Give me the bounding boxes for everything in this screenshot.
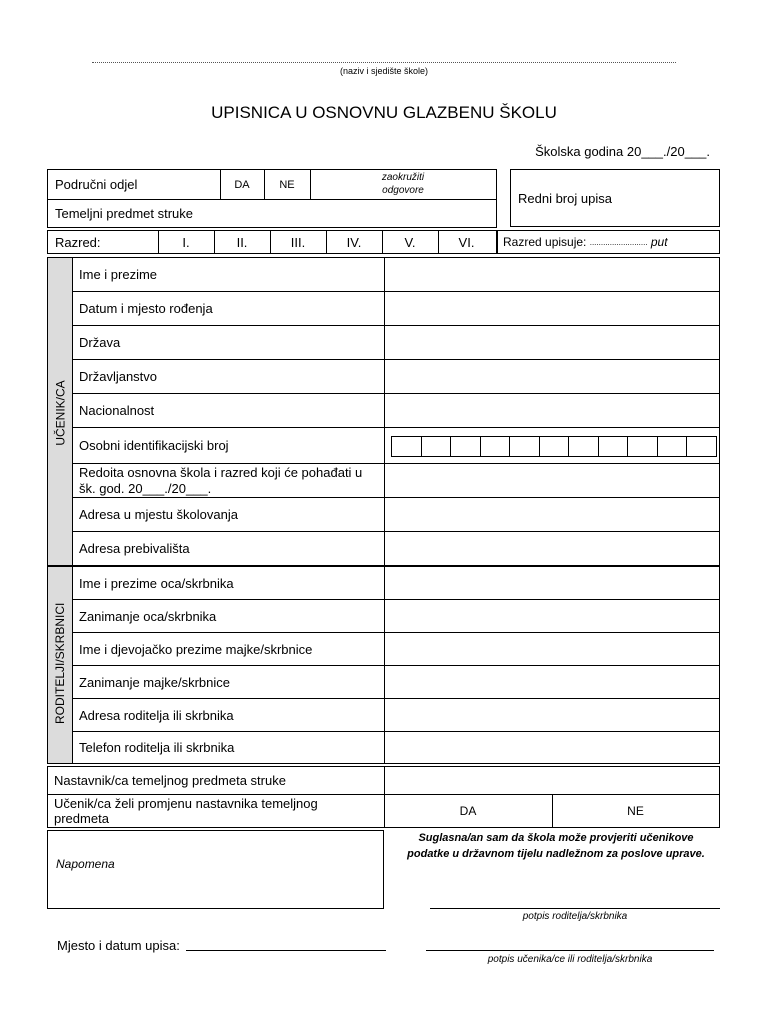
grade-option-1[interactable]: I.	[182, 234, 190, 250]
student-side-label: UČENIK/CA	[53, 380, 68, 446]
parent-row-mother-name[interactable]: Ime i djevojačko prezime majke/skrbnice	[73, 633, 719, 666]
department-da-option[interactable]: DA	[234, 178, 250, 191]
main-subject-label: Temeljni predmet struke	[55, 206, 193, 221]
student-row-country[interactable]: Država	[73, 326, 719, 360]
parents-section	[47, 566, 720, 764]
teacher-change-da[interactable]: DA	[459, 804, 477, 818]
department-label: Područni odjel	[55, 177, 138, 192]
circle-answers-note: zaokružiti odgovore	[381, 172, 425, 196]
department-ne-option[interactable]: NE	[279, 178, 295, 191]
enrollment-number-box[interactable]	[510, 169, 720, 227]
grade-row	[47, 230, 497, 254]
parent-signature-caption: potpis roditelja/skrbnika	[522, 911, 628, 922]
grade-enrolls-label: Razred upisuje:	[503, 235, 587, 249]
page-title: UPISNICA U OSNOVNU GLAZBENU ŠKOLU	[211, 103, 557, 122]
student-row-oib[interactable]: Osobni identifikacijski broj	[73, 428, 719, 464]
parent-row-mother-job[interactable]: Zanimanje majke/skrbnice	[73, 666, 719, 699]
student-signature-caption: potpis učenika/ce ili roditelja/skrbnika	[487, 954, 653, 965]
place-date-line[interactable]	[186, 950, 386, 951]
student-signature-line[interactable]	[426, 950, 714, 951]
parent-row-address[interactable]: Adresa roditelja ili skrbnika	[73, 699, 719, 732]
teacher-change-row: Učenik/ca želi promjenu nastavnika temeljnog predmeta DA NE	[48, 795, 719, 827]
student-row-birth[interactable]: Datum i mjesto rođenja	[73, 292, 719, 326]
student-row-name[interactable]: Ime i prezime	[73, 258, 719, 292]
student-side-bar	[48, 258, 73, 565]
student-row-nationality[interactable]: Nacionalnost	[73, 394, 719, 428]
parents-side-bar	[48, 567, 73, 763]
consent-text: Suglasna/an sam da škola može provjeriti učenikove podatke u državnom tijelu nadležnom za poslove uprave.	[407, 832, 705, 860]
grade-label: Razred:	[55, 234, 101, 250]
teacher-row[interactable]: Nastavnik/ca temeljnog predmeta struke	[48, 767, 719, 795]
place-date-label: Mjesto i datum upisa:	[57, 938, 180, 953]
teacher-change-ne[interactable]: NE	[627, 804, 644, 818]
oib-digit-boxes[interactable]	[391, 436, 717, 457]
student-row-residence[interactable]: Adresa prebivališta	[79, 540, 190, 556]
student-section	[47, 257, 720, 566]
grade-option-4[interactable]: IV.	[346, 234, 362, 250]
parent-row-phone[interactable]: Telefon roditelja ili skrbnika	[79, 739, 235, 755]
parent-row-father-name[interactable]: Ime i prezime oca/skrbnika	[73, 567, 719, 600]
grade-enrolls-suffix: put	[650, 235, 668, 249]
school-caption: (naziv i sjedište škole)	[339, 66, 429, 76]
student-row-school[interactable]: Redoita osnovna škola i razred koji će pohađati u šk. god. 20___./20___.	[73, 464, 719, 498]
department-box	[47, 169, 497, 228]
parent-row-father-job[interactable]: Zanimanje oca/skrbnika	[73, 600, 719, 633]
grade-enrolls-box[interactable]	[497, 230, 720, 254]
parent-signature-line[interactable]	[430, 908, 720, 909]
student-row-citizenship[interactable]: Državljanstvo	[73, 360, 719, 394]
notes-box[interactable]	[47, 830, 384, 909]
grade-option-5[interactable]: V.	[404, 234, 416, 250]
school-name-line	[92, 62, 676, 63]
grade-enrolls-dots: ..........................	[589, 237, 648, 247]
grade-option-2[interactable]: II.	[236, 234, 248, 250]
notes-label: Napomena	[56, 857, 115, 871]
grade-option-3[interactable]: III.	[290, 234, 306, 250]
school-year: Školska godina 20___./20___.	[535, 144, 710, 159]
grade-option-6[interactable]: VI.	[458, 234, 475, 250]
parents-side-label: RODITELJI/SKRBNICI	[53, 602, 67, 724]
teacher-section	[47, 766, 720, 828]
student-row-address-school[interactable]: Adresa u mjestu školovanja	[73, 498, 719, 532]
enrollment-number-label: Redni broj upisa	[518, 190, 612, 206]
grade-enrolls-text	[503, 231, 668, 253]
